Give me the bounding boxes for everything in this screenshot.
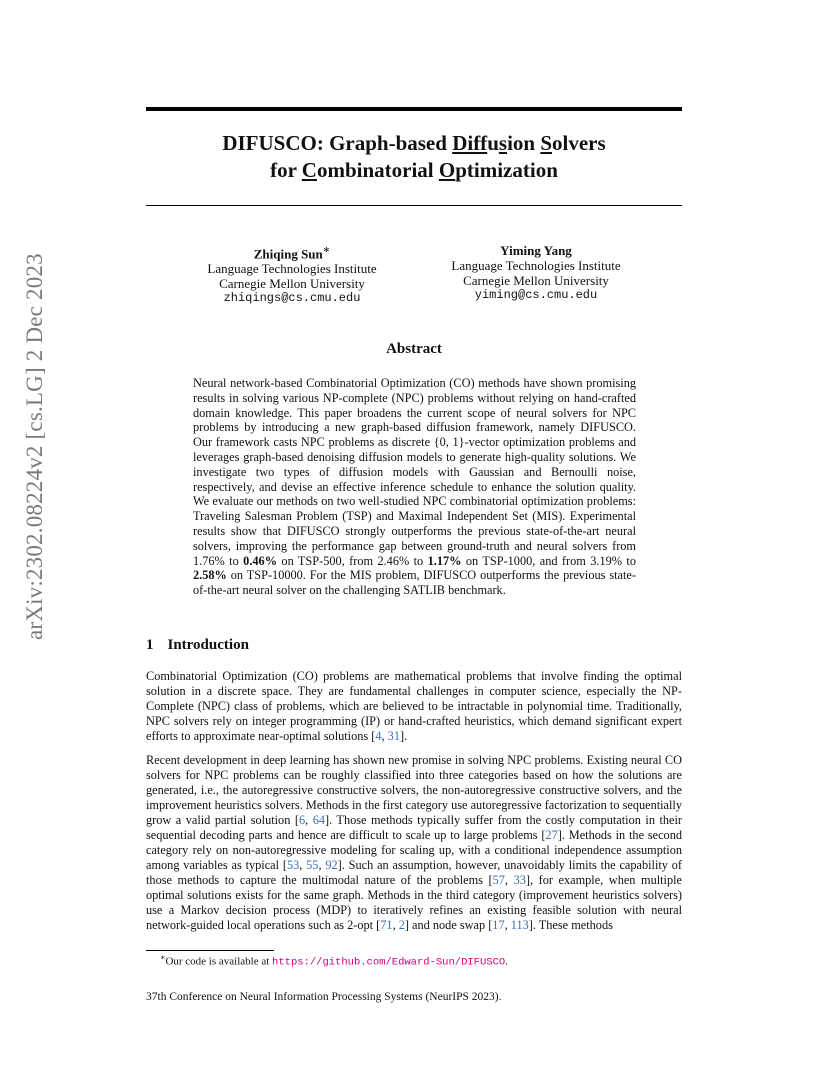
- citation-link[interactable]: 53: [286, 858, 300, 872]
- arxiv-side-label: arXiv:2302.08224v2 [cs.LG] 2 Dec 2023: [22, 253, 47, 640]
- title-text: olvers: [552, 131, 606, 155]
- abstract-highlight: 2.58%: [193, 568, 227, 583]
- top-rule: [146, 107, 682, 111]
- author-affiliation: Language Technologies Institute: [451, 258, 621, 273]
- citation-link[interactable]: 4: [375, 729, 382, 743]
- author-university: Carnegie Mellon University: [219, 276, 365, 292]
- author-name-text: Zhiqing Sun: [253, 246, 323, 262]
- footnote-mark: ∗: [160, 953, 166, 962]
- citation-link[interactable]: 2: [398, 918, 405, 932]
- citation-link[interactable]: 92: [325, 858, 338, 872]
- citation-link[interactable]: 17: [492, 918, 505, 932]
- paragraph-text: ,: [318, 858, 326, 872]
- conference-note: 37th Conference on Neural Information Processing Systems (NeurIPS 2023).: [146, 991, 502, 1003]
- author-email: yiming@cs.cmu.edu: [474, 288, 598, 302]
- title-text: s: [498, 131, 508, 155]
- citation-link[interactable]: 33: [513, 873, 526, 887]
- title-text: DIFUSCO: Graph-based: [222, 131, 453, 155]
- paragraph-text: ,: [504, 918, 511, 932]
- paragraph-text: ]. Methods in the second category rely on non-autoregressive modeling for scaling up, with a conditional independence assumption among variables as typical [: [146, 828, 682, 872]
- citation-link[interactable]: 71: [380, 918, 393, 932]
- paragraph-text: ,: [381, 729, 388, 743]
- author-name: Yiming Yang: [500, 243, 572, 258]
- footnote-mark: ∗: [322, 244, 331, 256]
- title-text: Diff: [452, 131, 488, 155]
- intro-paragraph-1: [146, 669, 682, 744]
- abstract-body: [193, 376, 636, 598]
- paragraph-text: ,: [504, 873, 514, 887]
- footnote: [160, 953, 508, 969]
- author-email: zhiqings@cs.cmu.edu: [223, 291, 361, 306]
- footnote-text: Our code is available at: [165, 955, 273, 968]
- abstract-highlight: 1.17%: [427, 553, 462, 568]
- author-name: [177, 243, 407, 261]
- paragraph-text: ]. Such an assumption, however, unavoidably limits the capability of those methods to capture the multimodal nature of the problems [: [146, 858, 683, 887]
- paragraph-text: Combinatorial Optimization (CO) problems are mathematical problems that involve finding the optimal solution in a discrete space. They are fundamental challenges in computer science, especially the NP-Complete (NPC) class of problems, which are believed to be intractable in polynomial time. Traditionally, NPC solvers rely on integer programming (IP) or hand-crafted heuristics, which demand significant expert efforts to approximate near-optimal solutions [: [146, 669, 682, 743]
- footnote-text: .: [505, 955, 508, 968]
- paragraph-text: ,: [299, 858, 307, 872]
- abstract-text: on TSP-500, from 2.46% to: [277, 553, 428, 568]
- citation-link[interactable]: 31: [387, 729, 400, 743]
- citation-link[interactable]: 6: [298, 813, 306, 827]
- abstract-text: on TSP-1000, and from 3.19% to: [461, 553, 636, 568]
- paragraph-text: ].: [399, 729, 408, 743]
- paper-title: [146, 130, 682, 184]
- abstract-text: Neural network-based Combinatorial Optimization (CO) methods have shown promising results in solving various NP-complete (NPC) problems without relying on hand-crafted domain knowledge. This paper broadens the current scope of neural solvers for NPC problems by introducing a new graph-based diffusion framework, namely DIFUSCO. Our framework casts NPC problems as discrete {0, 1}-vector optimization problems and leverages graph-based denoising diffusion models to generate high-quality solutions. We investigate two types of diffusion models with Gaussian and Bernoulli noise, respectively, and devise an effective inference schedule to enhance the solution quality. We evaluate our methods on two well-studied NPC combinatorial optimization problems: Traveling Salesman Problem (TSP) and Maximal Independent Set (MIS). Experimental results show that DIFUSCO strongly outperforms the previous state-of-the-art neural solvers, improving the performance gap between ground-truth and neural solvers from 1.76% to: [193, 376, 636, 568]
- citation-link[interactable]: 64: [312, 813, 325, 827]
- paragraph-text: ] and node swap [: [404, 918, 493, 932]
- abstract-highlight: 0.46%: [243, 553, 277, 568]
- code-link[interactable]: https://github.com/Edward-Sun/DIFUSCO: [272, 956, 506, 969]
- abstract-text: on TSP-10000. For the MIS problem, DIFUSCO outperforms the previous state-of-the-art neural solver on the challenging SATLIB benchmark.: [193, 568, 636, 598]
- author-block: [177, 243, 407, 306]
- abstract-heading: Abstract: [386, 341, 442, 357]
- author-affiliation: Language Technologies Institute: [207, 261, 377, 277]
- paragraph-text: ,: [392, 918, 399, 932]
- citation-link[interactable]: 27: [545, 828, 558, 842]
- paragraph-text: ,: [305, 813, 313, 827]
- section-heading: [146, 637, 249, 654]
- title-text: ombinatorial: [316, 158, 439, 182]
- citation-link[interactable]: 57: [492, 873, 505, 887]
- title-text: C: [301, 158, 317, 182]
- citation-link[interactable]: 113: [510, 918, 529, 932]
- intro-paragraph-2: [146, 753, 682, 933]
- paragraph-text: ], for example, when multiple optimal solutions exists for the same graph. Methods in the third category (improvement heuristics solvers) use a Markov decision process (MDP) to iteratively refines an existing feasible solution with neural network-guided local operations such as 2-opt [: [146, 873, 682, 932]
- footnote-rule: [146, 950, 274, 951]
- section-title: Introduction: [167, 637, 249, 653]
- title-text: u: [487, 131, 499, 155]
- title-text: ion: [507, 131, 541, 155]
- paragraph-text: ]. These methods: [528, 918, 613, 932]
- author-block: [421, 243, 651, 303]
- author-university: Carnegie Mellon University: [463, 273, 609, 288]
- title-text: for: [270, 158, 302, 182]
- title-text: S: [540, 131, 553, 155]
- section-number: 1: [146, 637, 154, 653]
- paragraph-text: Recent development in deep learning has shown new promise in solving NPC problems. Existing neural CO solvers for NPC problems can be roughly classified into three categories based on how the solutions are generated, i.e., the autoregressive constructive solvers, the non-autoregressive constructive solvers, and the improvement heuristics solvers. Methods in the first category use autoregressive factorization to sequentially grow a valid partial solution [: [146, 753, 682, 827]
- citation-link[interactable]: 55: [306, 858, 319, 872]
- title-text: O: [438, 158, 456, 182]
- title-text: ptimization: [455, 158, 558, 182]
- paragraph-text: ]. Those methods typically suffer from the costly computation in their sequential decoding parts and hence are difficult to scale up to large problems [: [146, 813, 682, 842]
- title-rule: [146, 205, 682, 206]
